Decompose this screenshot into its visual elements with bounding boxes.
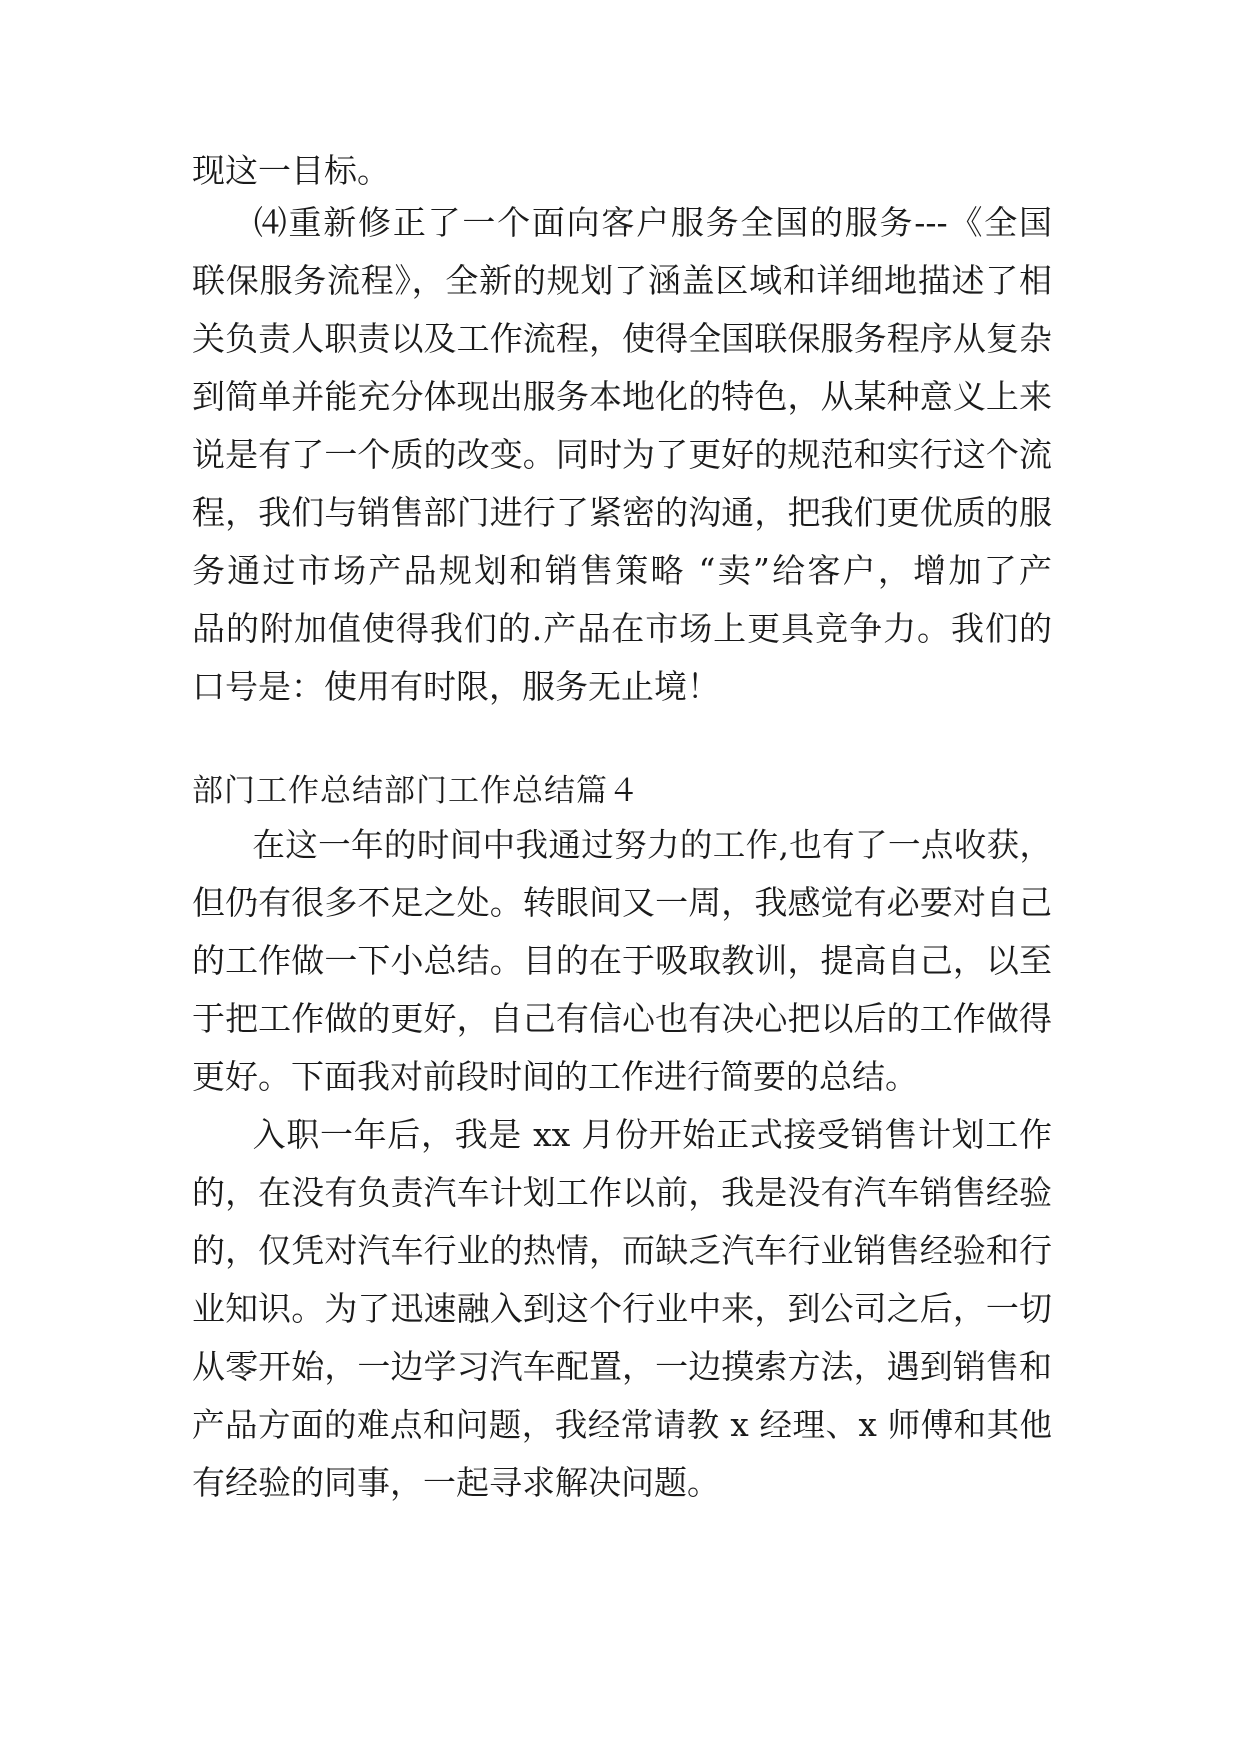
section-heading: 部门工作总结部门工作总结篇４ — [192, 773, 640, 809]
paragraph-1-line-1: 现这一目标。 — [192, 151, 390, 190]
paragraph-3-line-1 — [192, 825, 1052, 865]
paragraph-3-text-1: 在这一年的时间中我通过努力的工作,也有了一点收获， — [252, 826, 1052, 864]
paragraph-2-line-6: 程，我们与销售部门进行了紧密的沟通，把我们更优质的服 — [192, 493, 1052, 532]
paragraph-2-line-8: 品的附加值使得我们的.产品在市场上更具竞争力。我们的 — [192, 609, 1052, 648]
paragraph-2-line-3: 关负责人职责以及工作流程，使得全国联保服务程序从复杂 — [192, 319, 1052, 358]
paragraph-4-text-1: 入职一年后，我是 xx 月份开始正式接受销售计划工作 — [252, 1115, 1052, 1154]
paragraph-2-text-1: ⑷重新修正了一个面向客户服务全国的服务---《全国 — [252, 203, 1052, 242]
paragraph-4-line-6: 产品方面的难点和问题，我经常请教 x 经理、x 师傅和其他 — [192, 1406, 1052, 1444]
paragraph-4-line-4: 业知识。为了迅速融入到这个行业中来，到公司之后，一切 — [192, 1289, 1052, 1328]
paragraph-2-line-5: 说是有了一个质的改变。同时为了更好的规范和实行这个流 — [192, 435, 1052, 474]
paragraph-3-line-3: 的工作做一下小总结。目的在于吸取教训，提高自己，以至 — [192, 941, 1052, 980]
paragraph-4-line-5: 从零开始，一边学习汽车配置，一边摸索方法，遇到销售和 — [192, 1347, 1052, 1386]
paragraph-4-line-2: 的，在没有负责汽车计划工作以前，我是没有汽车销售经验 — [192, 1173, 1052, 1212]
paragraph-2-line-7: 务通过市场产品规划和销售策略 “卖”给客户，增加了产 — [192, 551, 1052, 590]
paragraph-3-line-4: 于把工作做的更好，自己有信心也有决心把以后的工作做得 — [192, 999, 1052, 1038]
paragraph-4-line-1 — [192, 1115, 1052, 1155]
paragraph-2-line-2: 联保服务流程》，全新的规划了涵盖区域和详细地描述了相 — [192, 261, 1052, 300]
paragraph-2-line-1 — [192, 203, 1052, 243]
paragraph-2-line-4: 到简单并能充分体现出服务本地化的特色，从某种意义上来 — [192, 377, 1052, 416]
paragraph-4-line-7: 有经验的同事，一起寻求解决问题。 — [192, 1463, 720, 1502]
paragraph-2-line-9: 口号是：使用有时限，服务无止境！ — [192, 667, 720, 706]
paragraph-4-line-3: 的，仅凭对汽车行业的热情，而缺乏汽车行业销售经验和行 — [192, 1231, 1052, 1270]
paragraph-3-line-5: 更好。下面我对前段时间的工作进行简要的总结。 — [192, 1057, 918, 1096]
paragraph-3-line-2: 但仍有很多不足之处。转眼间又一周，我感觉有必要对自己 — [192, 883, 1052, 922]
